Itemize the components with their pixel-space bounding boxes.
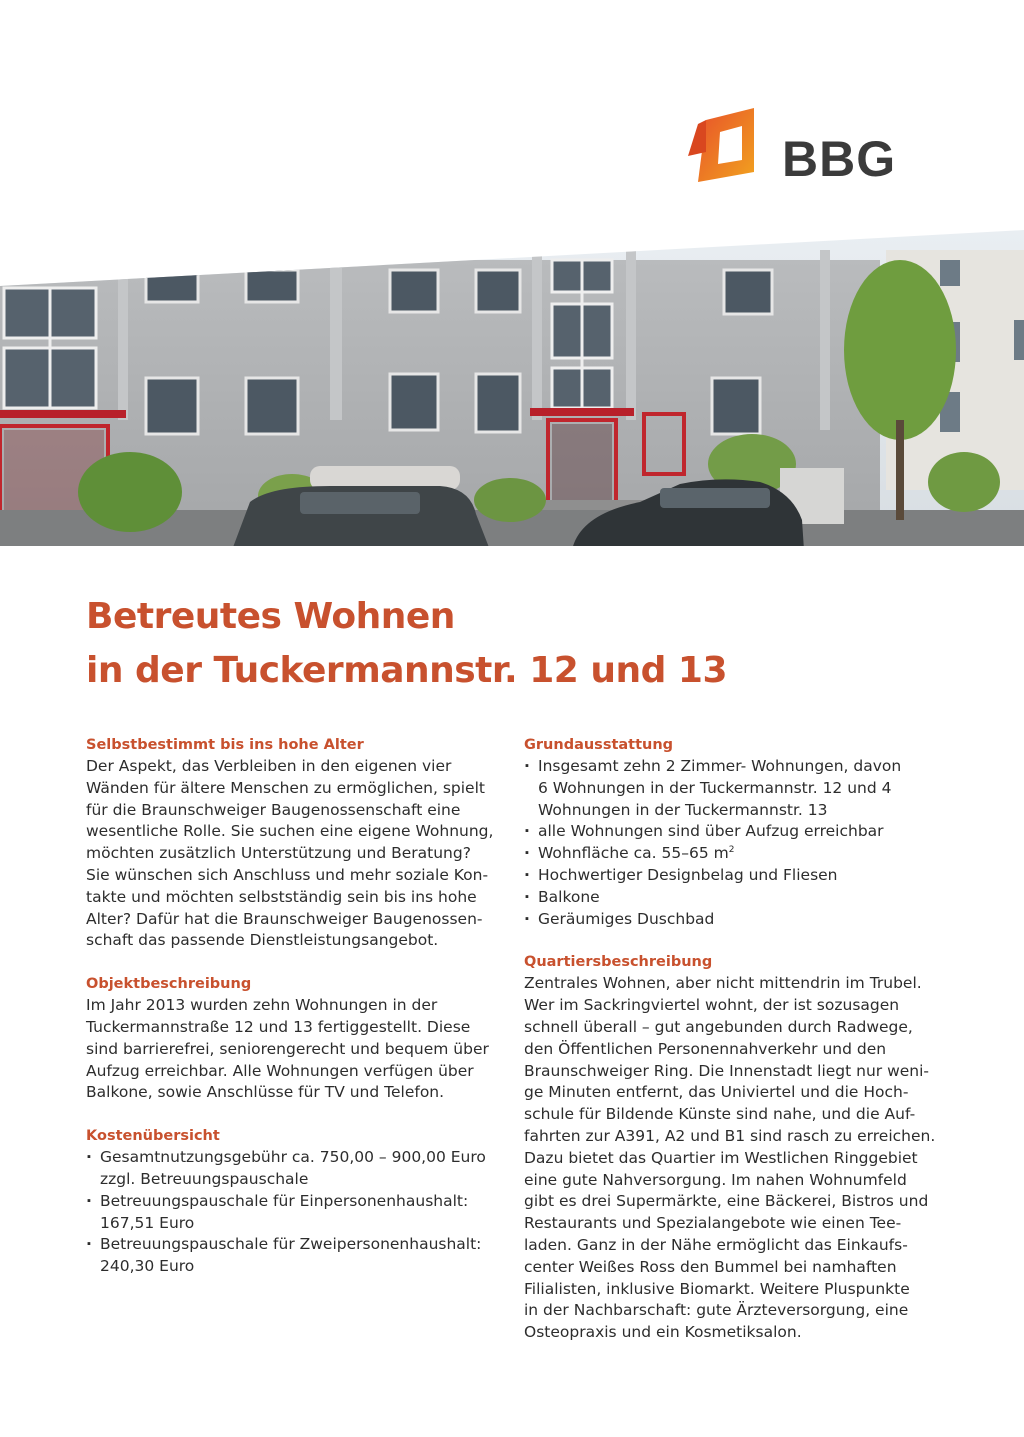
list-item: · Balkone (524, 887, 944, 909)
area-superscript: 2 (728, 845, 735, 856)
area-text: Wohnfläche ca. 55–65 m (538, 844, 729, 863)
list-item: · Insgesamt zehn 2 Zimmer- Wohnungen, davon 6 Wohnungen in der Tuckermannstr. 12 und 4 Wohnungen in der Tuckermannstr. 13 (524, 756, 944, 821)
bbg-logo-text: BBG (782, 131, 897, 187)
section-selbstbestimmt (86, 734, 506, 952)
features-list (524, 756, 944, 930)
page-title-line-1: Betreutes Wohnen (86, 596, 455, 637)
section-heading: Quartiersbeschreibung (524, 954, 713, 971)
section-body: Zentrales Wohnen, aber nicht mittendrin im Trubel. Wer im Sackringviertel wohnt, der ist sozusagen schnell überall – gut angebunden durch Radwege, den Öffentlichen Personennahverkehr und den Braunschweiger Ring. Die Innenstadt liegt nur weni- ge Minuten entfernt, das Univiertel und die Hoch- schule für Bildende Künste sind nahe, und die Auf- fahrten zur A391, A2 und B1 sind rasch zu erreichen. Dazu bietet das Quartier im Westlichen Ringgebiet eine gute Nahversorgung. Im nahen Wohnumfeld gibt es drei Supermärkte, eine Bäckerei, Bistros und Restaurants und Spezialangebote wie einen Tee- laden. Ganz in der Nähe ermöglicht das Einkaufs- center Weißes Ross den Bummel bei namhaften Filialisten, inklusive Biomarkt. Weitere Pluspunkte in der Nachbarschaft: gute Ärzteversorgung, eine Osteopraxis und ein Kosmetiksalon. (524, 974, 936, 1342)
list-item: · Gesamtnutzungsgebühr ca. 750,00 – 900,00 Euro zzgl. Betreuungspauschale (86, 1147, 506, 1191)
list-item: · Geräumiges Duschbad (524, 909, 944, 931)
bbg-logo (688, 108, 897, 188)
section-kostenuebersicht (86, 1125, 506, 1278)
section-heading: Selbstbestimmt bis ins hohe Alter (86, 737, 364, 753)
section-quartiersbeschreibung (524, 951, 944, 1344)
section-heading: Kostenübersicht (86, 1128, 220, 1145)
list-item: · Betreuungspauschale für Zweipersonenhaushalt: 240,30 Euro (86, 1234, 506, 1278)
section-body: Der Aspekt, das Verbleiben in den eigenen vier Wänden für ältere Menschen zu ermöglichen, spielt für die Braunschweiger Baugenossenschaft eine wesentliche Rolle. Sie suchen eine eigene Wohnung, möchten zusätzlich Unterstützung und Beratung? Sie wünschen sich Anschluss und mehr soziale Kon- takte und möchten selbstständig sein bis ins hohe Alter? Dafür hat die Braunschweiger Baugenossen- schaft das passende Dienstleistungsangebot. (86, 757, 494, 950)
right-column (524, 734, 944, 1365)
page-title (86, 590, 727, 698)
left-column (86, 734, 506, 1299)
section-heading: Grundausstattung (524, 737, 674, 753)
cost-list (86, 1147, 506, 1278)
section-heading: Objektbeschreibung (86, 976, 252, 993)
list-item: · Betreuungspauschale für Einpersonenhaushalt: 167,51 Euro (86, 1191, 506, 1235)
list-item-area (524, 843, 944, 865)
section-grundausstattung (524, 734, 944, 930)
page-title-line-2: in der Tuckermannstr. 12 und 13 (86, 650, 728, 691)
section-objektbeschreibung (86, 973, 506, 1104)
building-photo (0, 230, 1024, 550)
list-item: · Hochwertiger Designbelag und Fliesen (524, 865, 944, 887)
list-item: · alle Wohnungen sind über Aufzug erreichbar (524, 821, 944, 843)
section-body: Im Jahr 2013 wurden zehn Wohnungen in der Tuckermannstraße 12 und 13 fertiggestellt. Diese sind barrierefrei, seniorengerecht und bequem über Aufzug erreichbar. Alle Wohnungen verfügen über Balkone, sowie Anschlüsse für TV und Telefon. (86, 996, 489, 1102)
bbg-logo-icon (688, 108, 778, 188)
